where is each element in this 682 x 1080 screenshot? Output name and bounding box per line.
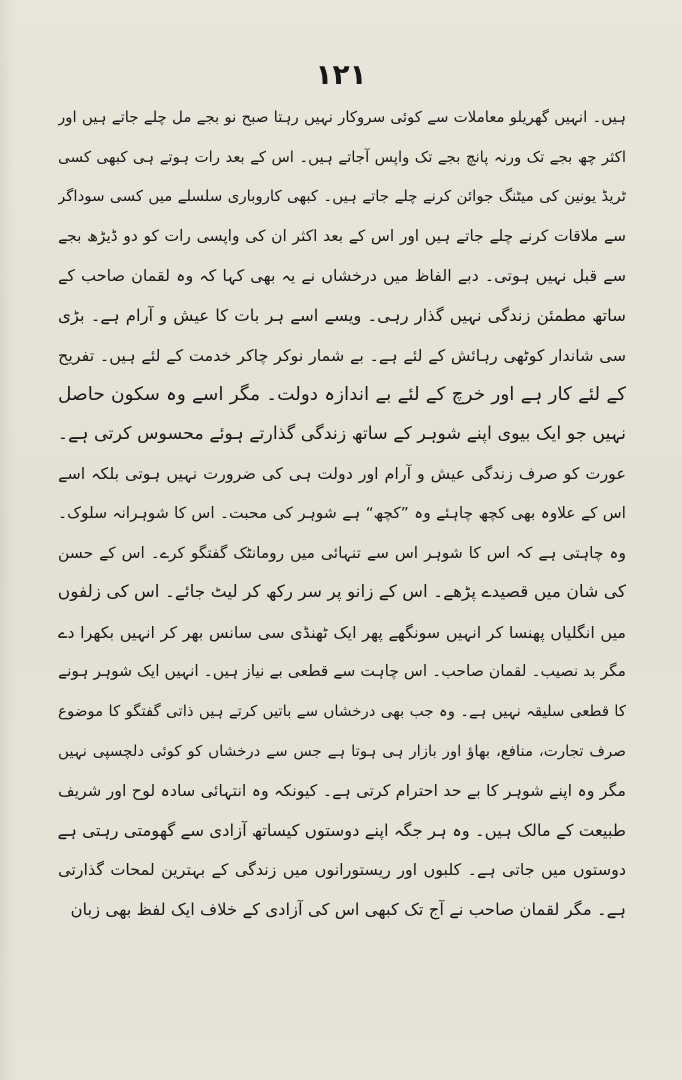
text-line: مگر بد نصیب۔ لقمان صاحب۔ اس چاہت سے قطعی بے نیاز ہیں۔ انہیں ایک شوہر ہونے: [58, 662, 626, 681]
body-text: [58, 98, 626, 929]
text-line: صرف تجارت، منافع، بھاؤ اور بازار ہی ہوتا ہے جس سے درخشاں کو کوئی دلچسپی نہیں: [58, 741, 626, 760]
text-line: مگر وہ اپنے شوہر کا بے حد احترام کرتی ہے۔ کیونکہ وہ انتہائی سادہ لوح اور شریف: [58, 781, 626, 801]
text-line: طبیعت کے مالک ہیں۔ وہ ہر جگہ اپنے دوستوں کیساتھ آزادی سے گھومتی رہتی ہے: [58, 820, 626, 840]
text-line: کا قطعی سلیقہ نہیں ہے۔ وہ جب بھی درخشاں سے باتیں کرتے ہیں ذاتی گفتگو کا موضوع: [58, 701, 626, 720]
text-line: میں انگلیاں پھنسا کر انہیں سونگھے پھر ایک ٹھنڈی سی سانس بھر کر انہیں بکھرا دے: [58, 622, 626, 642]
text-line: ہے۔ مگر لقمان صاحب نے آج تک کبھی اس کی آزادی کے خلاف ایک لفظ بھی زبان: [70, 899, 626, 919]
text-line: ساتھ مطمئن زندگی نہیں گذار رہی۔ ویسے اسے ہر بات کا عیش و آرام ہے۔ بڑی: [58, 305, 626, 325]
text-line: اکثر چھ بجے تک ورنہ پانچ بجے تک واپس آجاتے ہیں۔ اس کے بعد رات ہوتے ہی کبھی کسی: [58, 147, 626, 166]
text-line: اس کے علاوہ بھی کچھ چاہئے وہ ”کچھ“ ہے شوہر کی محبت۔ اس کا شوہرانہ سلوک۔: [58, 503, 626, 522]
text-line: سے قبل نہیں ہوتی۔ دبے الفاظ میں درخشاں نے یہ بھی کہا کہ وہ لقمان صاحب کے: [58, 266, 626, 286]
text-line: کی شان میں قصیدے پڑھے۔ اس کے زانو پر سر رکھ کر لیٹ جائے۔ اس کی زلفوں: [58, 582, 626, 603]
page-margin-shadow: [0, 0, 14, 1080]
text-line: عورت کو صرف زندگی عیش و آرام اور دولت ہی کی ضرورت نہیں ہوتی بلکہ اسے: [58, 464, 626, 484]
text-line: نہیں جو ایک بیوی اپنے شوہر کے ساتھ زندگی گذارتے ہوئے محسوس کرتی ہے۔: [58, 423, 626, 444]
text-line: سے ملاقات کرنے چلے جاتے ہیں اور اس کے بعد اکثر ان کی واپسی رات کو دو ڈیڑھ بجے: [58, 226, 626, 245]
text-line: وہ چاہتی ہے کہ اس کا شوہر اس سے تنہائی میں رومانٹک گفتگو کرے۔ اس کے حسن: [58, 543, 626, 562]
text-line: سی شاندار کوٹھی رہائش کے لئے ہے۔ بے شمار نوکر چاکر خدمت کے لئے ہیں۔ تفریح: [58, 345, 626, 365]
text-line: ہیں۔ انہیں گھریلو معاملات سے کوئی سروکار نہیں رہتا صبح نو بجے مل چلے جاتے ہیں اور: [58, 108, 626, 126]
text-line: ٹریڈ یونین کی میٹنگ جوائن کرنے چلے جاتے ہیں۔ کبھی کاروباری سلسلے میں کسی سوداگر: [58, 187, 626, 206]
page-number: ۱۲۱: [315, 58, 367, 91]
text-line: کے لئے کار ہے اور خرچ کے لئے بے اندازہ دولت۔ مگر اسے وہ سکون حاصل: [58, 384, 626, 406]
text-line: دوستوں میں جاتی ہے۔ کلبوں اور ریستورانوں میں زندگی کے بہترین لمحات گذارتی: [58, 860, 626, 880]
